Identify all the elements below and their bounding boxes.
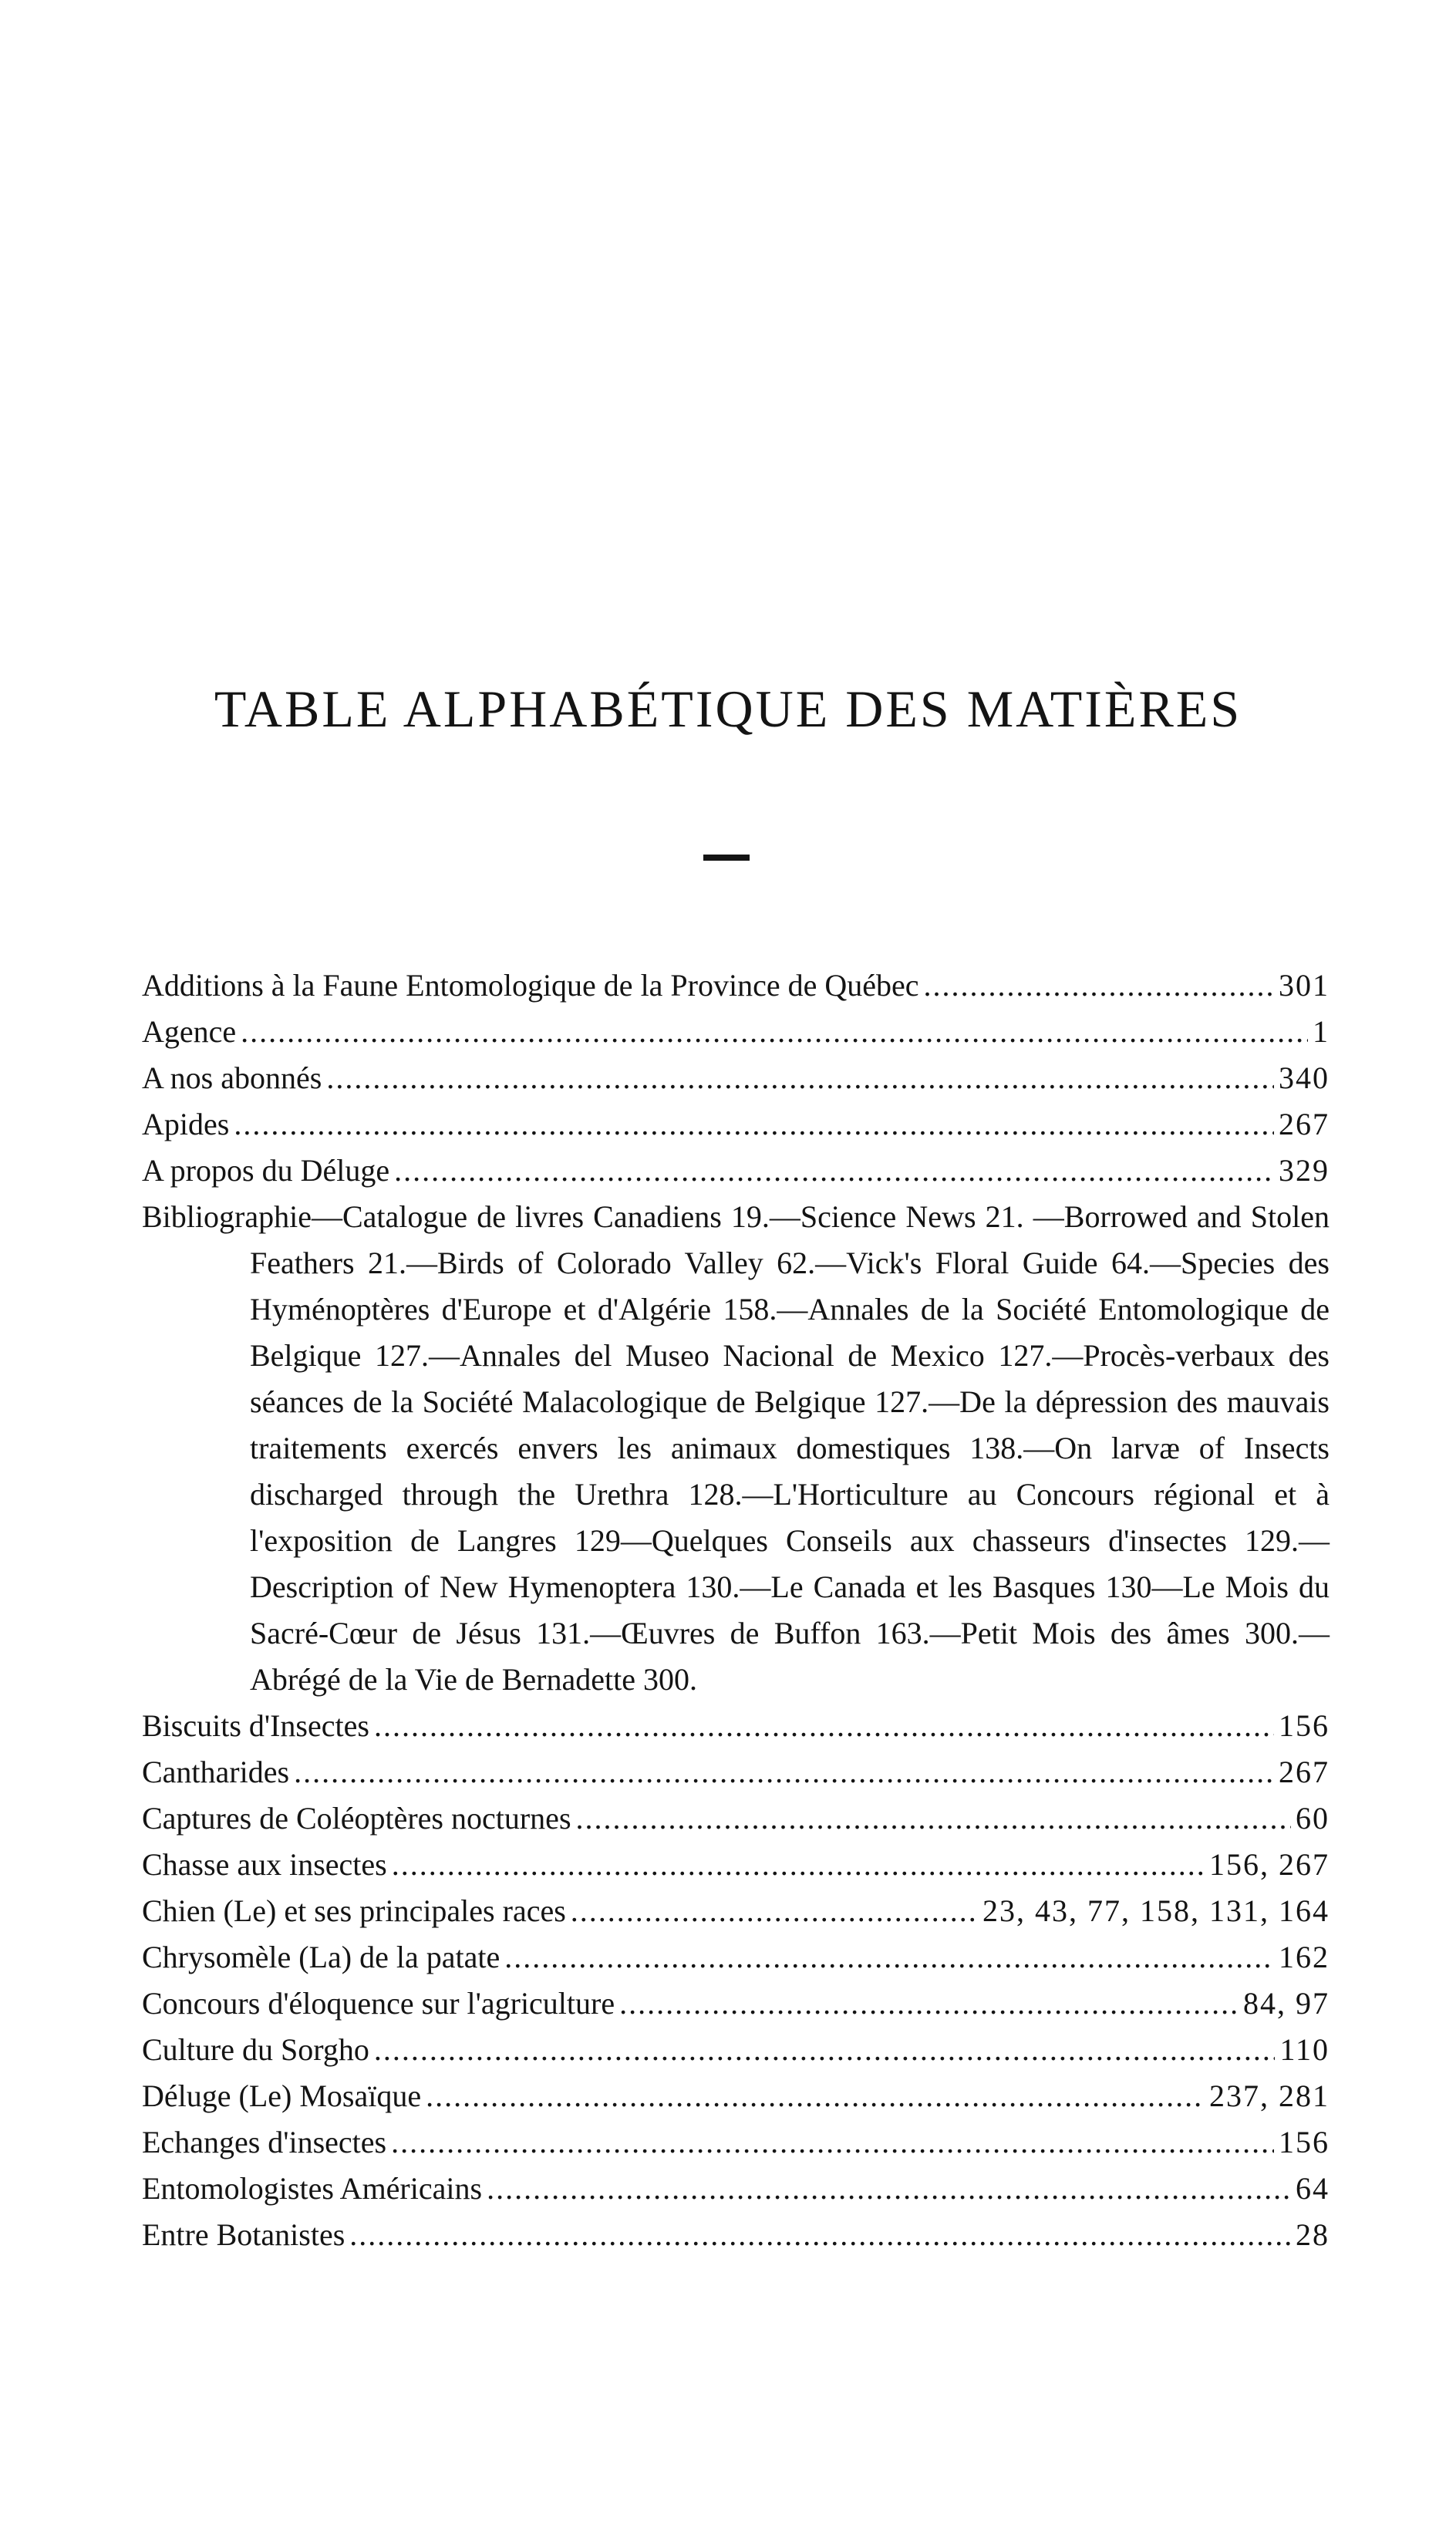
entry-label: Chien (Le) et ses principales races	[142, 1893, 566, 1928]
entry-label: Echanges d'insectes	[142, 2125, 387, 2159]
leader-dots	[504, 1934, 1274, 1981]
entry-label: Agence	[142, 1014, 237, 1049]
leader-dots	[394, 1148, 1274, 1194]
toc-entry	[142, 2166, 1330, 2212]
table-of-contents	[142, 963, 1330, 2258]
entry-label: Apides	[142, 1107, 230, 1141]
toc-entry	[142, 2027, 1330, 2073]
entry-pages: 301	[1279, 968, 1330, 1003]
bibliography-text: Bibliographie—Catalogue de livres Canadiens 19.—Science News 21. —Borrowed and Stolen Feathers 21.—Birds of Colorado Valley 62.—Vick's Floral Guide 64.—Species des Hyménoptères d'Europe et d'Algérie 158.—Annales de la Société Entomologique de Belgique 127.—Annales del Museo Nacional de Mexico 127.—Procès-verbaux des séances de la Société Malacologique de Belgique 127.—De la dépression des mauvais traitements exercés envers les animaux domestiques 138.—On larvæ of Insects discharged through the Urethra 128.—L'Horticulture au Concours régional et à l'exposition de Langres 129—Quelques Conseils aux chasseurs d'insectes 129.—Description of New Hymenoptera 130.—Le Canada et les Basques 130—Le Mois du Sacré-Cœur de Jésus 131.—Œuvres de Buffon 163.—Petit Mois des âmes 300.—Abrégé de la Vie de Bernadette 300.	[142, 1199, 1330, 1697]
page-title: TABLE ALPHABÉTIQUE DES MATIÈRES	[214, 679, 1242, 738]
entry-pages: 329	[1279, 1153, 1330, 1188]
entry-label: Entre Botanistes	[142, 2217, 345, 2252]
entry-label: A propos du Déluge	[142, 1153, 390, 1188]
leader-dots	[234, 1101, 1274, 1148]
leader-dots	[294, 1749, 1274, 1795]
title-rule	[703, 855, 750, 861]
entry-label: Additions à la Faune Entomologique de la Province de Québec	[142, 968, 919, 1003]
toc-entry	[142, 1009, 1330, 1055]
leader-dots	[349, 2212, 1291, 2258]
leader-dots	[374, 2027, 1276, 2073]
toc-entry	[142, 1055, 1330, 1101]
bibliography-entry	[142, 1194, 1330, 1703]
entry-pages: 162	[1279, 1940, 1330, 1974]
toc-entry	[142, 1703, 1330, 1749]
toc-entry	[142, 1795, 1330, 1842]
leader-dots	[426, 2073, 1205, 2119]
entry-pages: 28	[1296, 2217, 1330, 2252]
entry-pages: 1	[1313, 1014, 1330, 1049]
entry-label: Cantharides	[142, 1755, 290, 1789]
entry-pages: 156	[1279, 1708, 1330, 1743]
entry-label: Chasse aux insectes	[142, 1847, 387, 1882]
entry-pages: 84, 97	[1243, 1986, 1330, 2021]
leader-dots	[576, 1795, 1291, 1842]
entry-pages: 237, 281	[1209, 2078, 1330, 2113]
toc-entry	[142, 1934, 1330, 1981]
leader-dots	[571, 1888, 978, 1934]
leader-dots	[392, 1842, 1205, 1888]
entries-before	[142, 963, 1330, 1194]
entry-pages: 340	[1279, 1060, 1330, 1095]
entry-pages: 60	[1296, 1801, 1330, 1836]
toc-entry	[142, 1101, 1330, 1148]
entries-after	[142, 1703, 1330, 2258]
toc-entry	[142, 963, 1330, 1009]
entry-label: Entomologistes Américains	[142, 2171, 483, 2206]
entry-label: Déluge (Le) Mosaïque	[142, 2078, 422, 2113]
leader-dots	[619, 1981, 1239, 2027]
leader-dots	[487, 2166, 1291, 2212]
entry-pages: 110	[1279, 2032, 1330, 2067]
entry-label: A nos abonnés	[142, 1060, 322, 1095]
toc-entry	[142, 1842, 1330, 1888]
leader-dots	[241, 1009, 1308, 1055]
entry-pages: 267	[1279, 1107, 1330, 1141]
entry-label: Captures de Coléoptères nocturnes	[142, 1801, 571, 1836]
leader-dots	[326, 1055, 1274, 1101]
leader-dots	[391, 2119, 1274, 2166]
toc-entry	[142, 2073, 1330, 2119]
toc-entry	[142, 1888, 1330, 1934]
entry-pages: 23, 43, 77, 158, 131, 164	[982, 1893, 1330, 1928]
toc-entry	[142, 1749, 1330, 1795]
entry-label: Biscuits d'Insectes	[142, 1708, 369, 1743]
entry-pages: 156, 267	[1209, 1847, 1330, 1882]
entry-label: Concours d'éloquence sur l'agriculture	[142, 1986, 615, 2021]
toc-entry	[142, 1981, 1330, 2027]
leader-dots	[924, 963, 1274, 1009]
leader-dots	[374, 1703, 1274, 1749]
toc-entry	[142, 2119, 1330, 2166]
entry-pages: 267	[1279, 1755, 1330, 1789]
entry-label: Culture du Sorgho	[142, 2032, 369, 2067]
entry-pages: 64	[1296, 2171, 1330, 2206]
toc-entry	[142, 2212, 1330, 2258]
toc-entry	[142, 1148, 1330, 1194]
entry-label: Chrysomèle (La) de la patate	[142, 1940, 501, 1974]
entry-pages: 156	[1279, 2125, 1330, 2159]
